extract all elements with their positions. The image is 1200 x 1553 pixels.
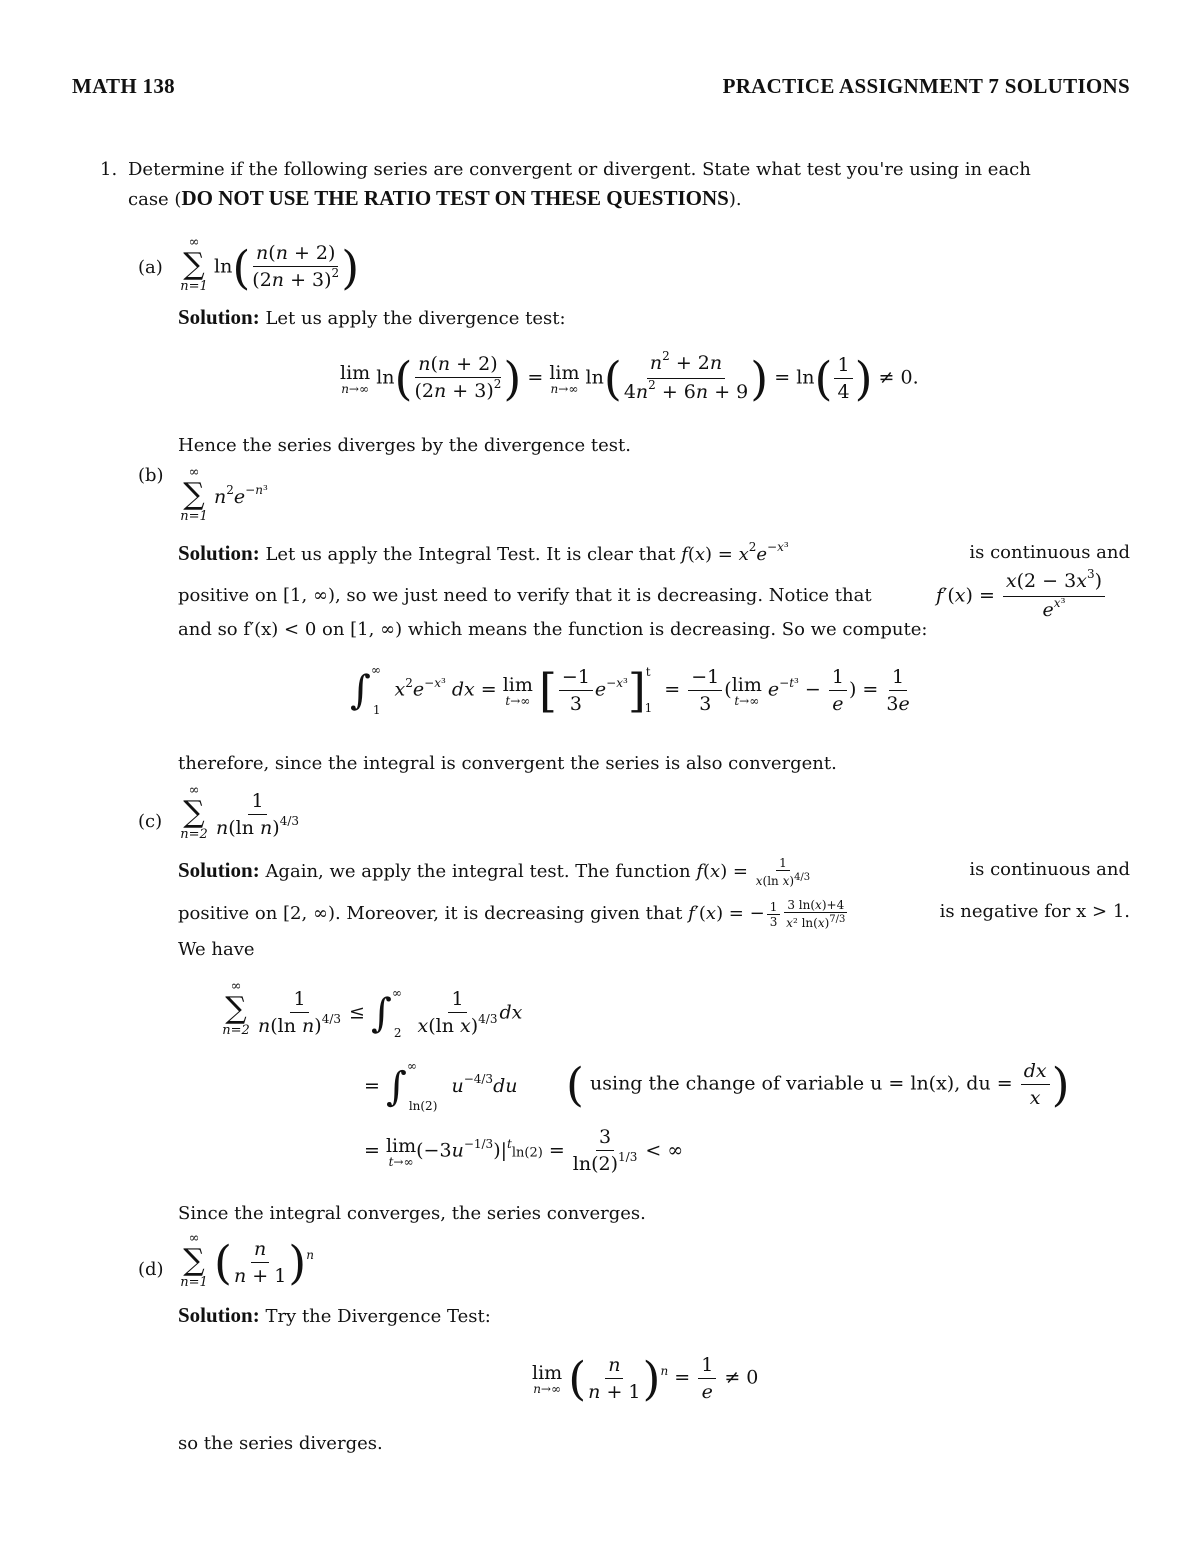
part-a-solution: Solution: Let us apply the divergence test: — [178, 305, 566, 329]
part-b-solution-line3: and so f′(x) < 0 on [1, ∞) which means the function is decreasing. So we compute: — [178, 619, 928, 640]
part-c-solution-line3: We have — [178, 939, 255, 960]
part-d-limit-computation: lim n→∞ ( $\frac{n}{n + 1}$ )$^n$ = $\frac{1}{e}$ ≠ 0 — [532, 1351, 759, 1406]
part-c-inequality-row3: = lim t→∞ $(-3u^{-1/3})|^t\ln(2)$ = $\frac{3}{\ln(2)^{1/3}}$ < ∞ — [364, 1126, 684, 1175]
part-c-term: $\frac{1}{n(\ln n)^{4/3}}$ — [216, 790, 299, 839]
part-c-label: (c) — [138, 811, 163, 832]
part-c-sum-display: ∞ ∑ n=2 — [222, 979, 250, 1038]
part-a-label: (a) — [138, 257, 163, 278]
part-d-solution: Solution: Try the Divergence Test: — [178, 1303, 491, 1327]
part-b-solution-line2: positive on [1, ∞), so we just need to verify that it is decreasing. Notice that — [178, 585, 872, 606]
assignment-title: PRACTICE ASSIGNMENT 7 SOLUTIONS — [722, 74, 1130, 98]
question-warning: DO NOT USE THE RATIO TEST ON THESE QUESTIONS — [181, 186, 729, 210]
part-a-term: ln( $\frac{n(n + 2)}{(2n + 3)^2}$ ) — [214, 240, 360, 295]
part-b-derivative: f′(x) = $\frac{x(2 - 3x^3)}{e^{x^3}}$ — [936, 568, 1107, 625]
part-c-inequality-row1: $\frac{1}{n(\ln n)^{4/3}}$ ≤ $\int^\infty_2$ $\frac{1}{x(\ln x)^{4/3}}$ dx — [258, 985, 523, 1040]
part-b-series: ∞ ∑ n=1 — [180, 465, 208, 524]
part-a-limit-computation: lim n→∞ ln( $\frac{n(n + 2)}{(2n + 3)^2}$ ) = lim n→∞ ln( $\frac{n^2 + 2n}{4n^2 + 6n + 9}$ ) = ln( $\frac{1}{4}$ ) ≠ 0. — [340, 349, 919, 406]
part-c-change-of-variable: ( using the change of variable u = ln(x), du = $\frac{dx}{x}$ ) — [566, 1057, 1070, 1112]
part-b-solution-line1: Solution: Let us apply the Integral Test. It is clear that $f(x) = x^2e^{-x^3}$ is continuous and — [178, 540, 1130, 565]
part-a-conclusion: Hence the series diverges by the divergence test. — [178, 435, 631, 456]
part-c-solution-line2: positive on [2, ∞). Moreover, it is decreasing given that f′(x) = − $\frac{1}{3}$ $\frac{3 \ln(x)+4}{x^2 \ln(x)^{7/3}}$ is negative for x > 1. — [178, 898, 1130, 930]
part-c-series: ∞ ∑ n=2 — [180, 783, 208, 842]
course-title: MATH 138 — [72, 74, 175, 98]
part-c-solution-line1: Solution: Again, we apply the integral test. The function f(x) = $\frac{1}{x(\ln x)^{4/3}}$ is continuous and — [178, 856, 1130, 888]
part-c-inequality-row2: = $\int^\infty_{ln(2)}$ $u^{-4/3}du$ — [364, 1059, 518, 1113]
part-d-series: ∞ ∑ n=1 — [180, 1231, 208, 1290]
part-b-integral-computation: $\int^\infty_1$ $x^2e^{-x^3}$ dx = lim t→∞ [ $\frac{-1}{3}$ $e^{-x^3}]^t_1$ = $\frac{-1}{3}$ ( lim t→∞ $e^{-t^3}$ − $\frac{1}{e}$ ) = $\frac{1}{3e}$ — [350, 662, 910, 718]
part-c-conclusion: Since the integral converges, the series converges. — [178, 1203, 646, 1224]
part-b-conclusion: therefore, since the integral is convergent the series is also convergent. — [178, 753, 837, 774]
part-a-series: ∞ ∑ n=1 — [180, 235, 208, 294]
part-d-conclusion: so the series diverges. — [178, 1433, 383, 1454]
part-b-term: $n^2e^{-n^3}$ — [214, 483, 268, 508]
question-text-line2: case (DO NOT USE THE RATIO TEST ON THESE QUESTIONS). — [128, 186, 742, 210]
question-number: 1. — [100, 159, 118, 180]
question-text-line1: Determine if the following series are convergent or divergent. State what test you're using in each — [128, 159, 1031, 180]
part-b-label: (b) — [138, 465, 164, 486]
part-d-term: ( $\frac{n}{n + 1}$ )$^n$ — [214, 1235, 314, 1290]
part-d-label: (d) — [138, 1259, 164, 1280]
